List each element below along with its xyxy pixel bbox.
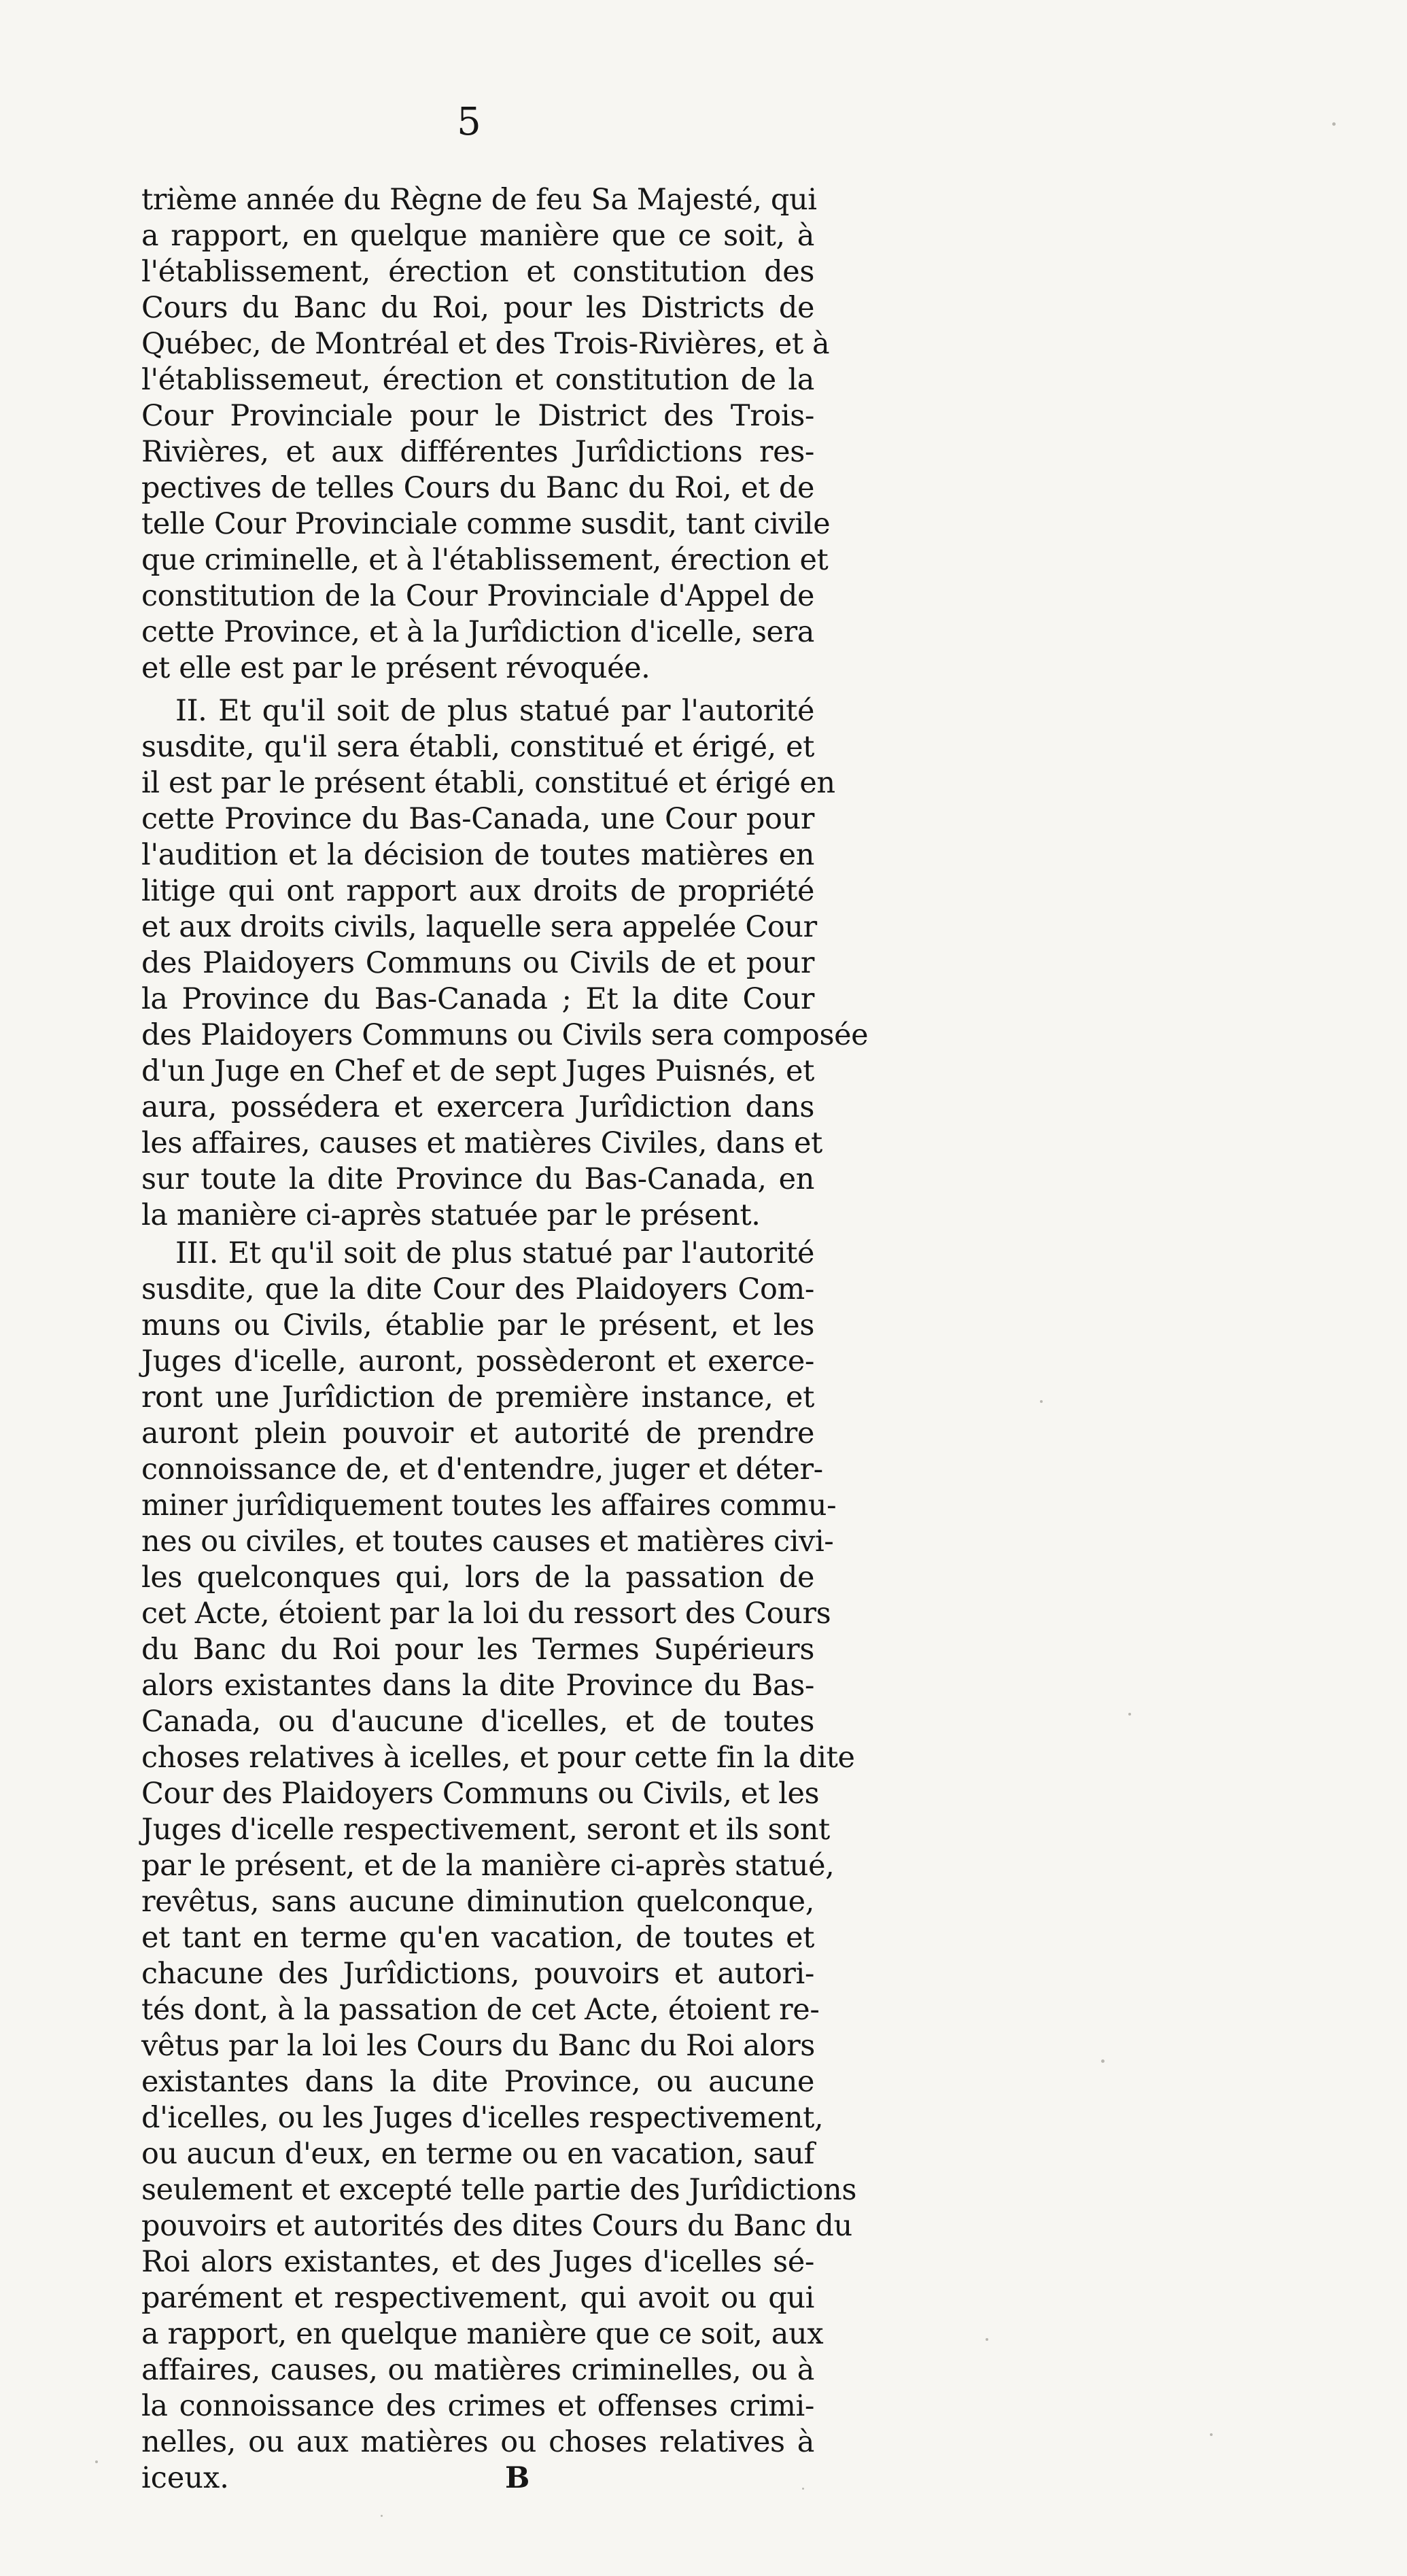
text-line: Rivières, et aux différentes Jurîdictions res- [141,435,814,469]
paper-speck [1128,1713,1131,1716]
text-line: litige qui ont rapport aux droits de propriété [141,874,814,908]
text-line: telle Cour Provinciale comme susdit, tant civile [141,507,831,541]
text-line: Cour Provinciale pour le District des Trois- [141,399,814,433]
text-line: la manière ci-après statuée par le présent. [141,1198,761,1232]
text-line: du Banc du Roi pour les Termes Supérieurs [141,1633,814,1667]
text-line: muns ou Civils, établie par le présent, et les [141,1308,814,1342]
text-line: et aux droits civils, laquelle sera appelée Cour [141,910,817,944]
text-line: Québec, de Montréal et des Trois-Rivières, et à [141,327,830,361]
text-line: il est par le présent établi, constitué et érigé en [141,766,835,800]
text-line: revêtus, sans aucune diminution quelconque, [141,1885,814,1919]
text-line: auront plein pouvoir et autorité de prendre [141,1416,814,1450]
text-line: aura, possédera et exercera Jurîdiction dans [141,1090,814,1124]
text-line: trième année du Règne de feu Sa Majesté, qui [141,183,817,217]
text-line: pectives de telles Cours du Banc du Roi, et de [141,471,814,505]
text-line: et elle est par le présent révoquée. [141,651,650,685]
text-line: des Plaidoyers Communs ou Civils sera composée [141,1018,869,1052]
text-line: tés dont, à la passation de cet Acte, étoient re- [141,1993,820,2027]
text-line: Juges d'icelle, auront, possèderont et exerce- [141,1344,814,1378]
page-number: 5 [457,100,481,144]
text-line: que criminelle, et à l'établissement, érection et [141,543,829,577]
text-line: vêtus par la loi les Cours du Banc du Roi alors [141,2029,815,2063]
article-heading-line: II. Et qu'il soit de plus statué par l'autorité [175,694,814,728]
text-line: d'icelles, ou les Juges d'icelles respectivement, [141,2101,824,2135]
text-line: Cour des Plaidoyers Communs ou Civils, et les [141,1777,820,1811]
text-line: ront une Jurîdiction de première instance, et [141,1380,814,1414]
paragraph-continuation [141,182,831,686]
text-line: par le présent, et de la manière ci-après statué, [141,1849,835,1883]
text-line: existantes dans la dite Province, ou aucune [141,2065,814,2099]
text-line: chacune des Jurîdictions, pouvoirs et autori- [141,1957,814,1991]
article-iii-paragraph [141,1236,857,2496]
article-ii-paragraph [141,693,869,1234]
text-line: parément et respectivement, qui avoit ou qui [141,2281,814,2315]
paper-speck [95,2460,98,2463]
text-line: Canada, ou d'aucune d'icelles, et de toutes [141,1705,814,1739]
article-heading-line: III. Et qu'il soit de plus statué par l'autorité [175,1236,814,1270]
text-line: Juges d'icelle respectivement, seront et ils sont [141,1813,830,1847]
text-line: et tant en terme qu'en vacation, de toutes et [141,1921,814,1955]
text-line: d'un Juge en Chef et de sept Juges Puisnés, et [141,1054,814,1088]
text-line: connoissance de, et d'entendre, juger et déter- [141,1452,823,1486]
final-word: iceux. [141,2461,229,2495]
paper-speck [381,2515,383,2517]
text-line: pouvoirs et autorités des dites Cours du Banc du [141,2209,852,2243]
paper-speck [802,2488,804,2490]
text-line: des Plaidoyers Communs ou Civils de et pour [141,946,814,980]
text-line: a rapport, en quelque manière que ce soit, aux [141,2317,824,2351]
text-line: miner jurîdiquement toutes les affaires commu- [141,1489,837,1522]
text-line: l'établissemeut, érection et constitution de la [141,363,814,397]
text-line: l'établissement, érection et constitution des [141,255,814,289]
text-line: les quelconques qui, lors de la passation de [141,1561,814,1595]
paper-speck [1332,122,1336,126]
text-line: ou aucun d'eux, en terme ou en vacation, sauf [141,2137,814,2171]
paper-speck [986,2338,988,2341]
text-line: susdite, que la dite Cour des Plaidoyers Com- [141,1272,814,1306]
paper-speck [1101,2059,1105,2063]
text-line: alors existantes dans la dite Province du Bas- [141,1669,814,1703]
text-line: la connoissance des crimes et offenses crimi- [141,2389,814,2423]
text-line: Roi alors existantes, et des Juges d'icelles sé- [141,2245,814,2279]
text-line: cette Province, et à la Jurîdiction d'icelle, sera [141,615,814,649]
text-line: nes ou civiles, et toutes causes et matières civi- [141,1525,834,1559]
text-line: cet Acte, étoient par la loi du ressort des Cours [141,1597,831,1631]
text-line: cette Province du Bas-Canada, une Cour pour [141,802,814,836]
paper-speck [1210,2433,1213,2436]
text-line: la Province du Bas-Canada ; Et la dite Cour [141,982,814,1016]
text-line: l'audition et la décision de toutes matières en [141,838,814,872]
text-line: seulement et excepté telle partie des Jurîdictions [141,2173,857,2207]
text-line: nelles, ou aux matières ou choses relatives à [141,2425,814,2459]
final-line-row [141,2460,814,2496]
text-line: Cours du Banc du Roi, pour les Districts de [141,291,814,325]
text-line: choses relatives à icelles, et pour cette fin la dite [141,1741,855,1775]
text-line: sur toute la dite Province du Bas-Canada, en [141,1162,814,1196]
text-line: susdite, qu'il sera établi, constitué et érigé, et [141,730,814,764]
text-line: constitution de la Cour Provinciale d'Appel de [141,579,814,613]
text-line: affaires, causes, ou matières criminelles, ou à [141,2353,814,2387]
text-line: les affaires, causes et matières Civiles, dans et [141,1126,822,1160]
signature-mark: B [505,2461,530,2495]
paper-speck [1040,1400,1043,1403]
text-line: a rapport, en quelque manière que ce soit, à [141,219,814,253]
